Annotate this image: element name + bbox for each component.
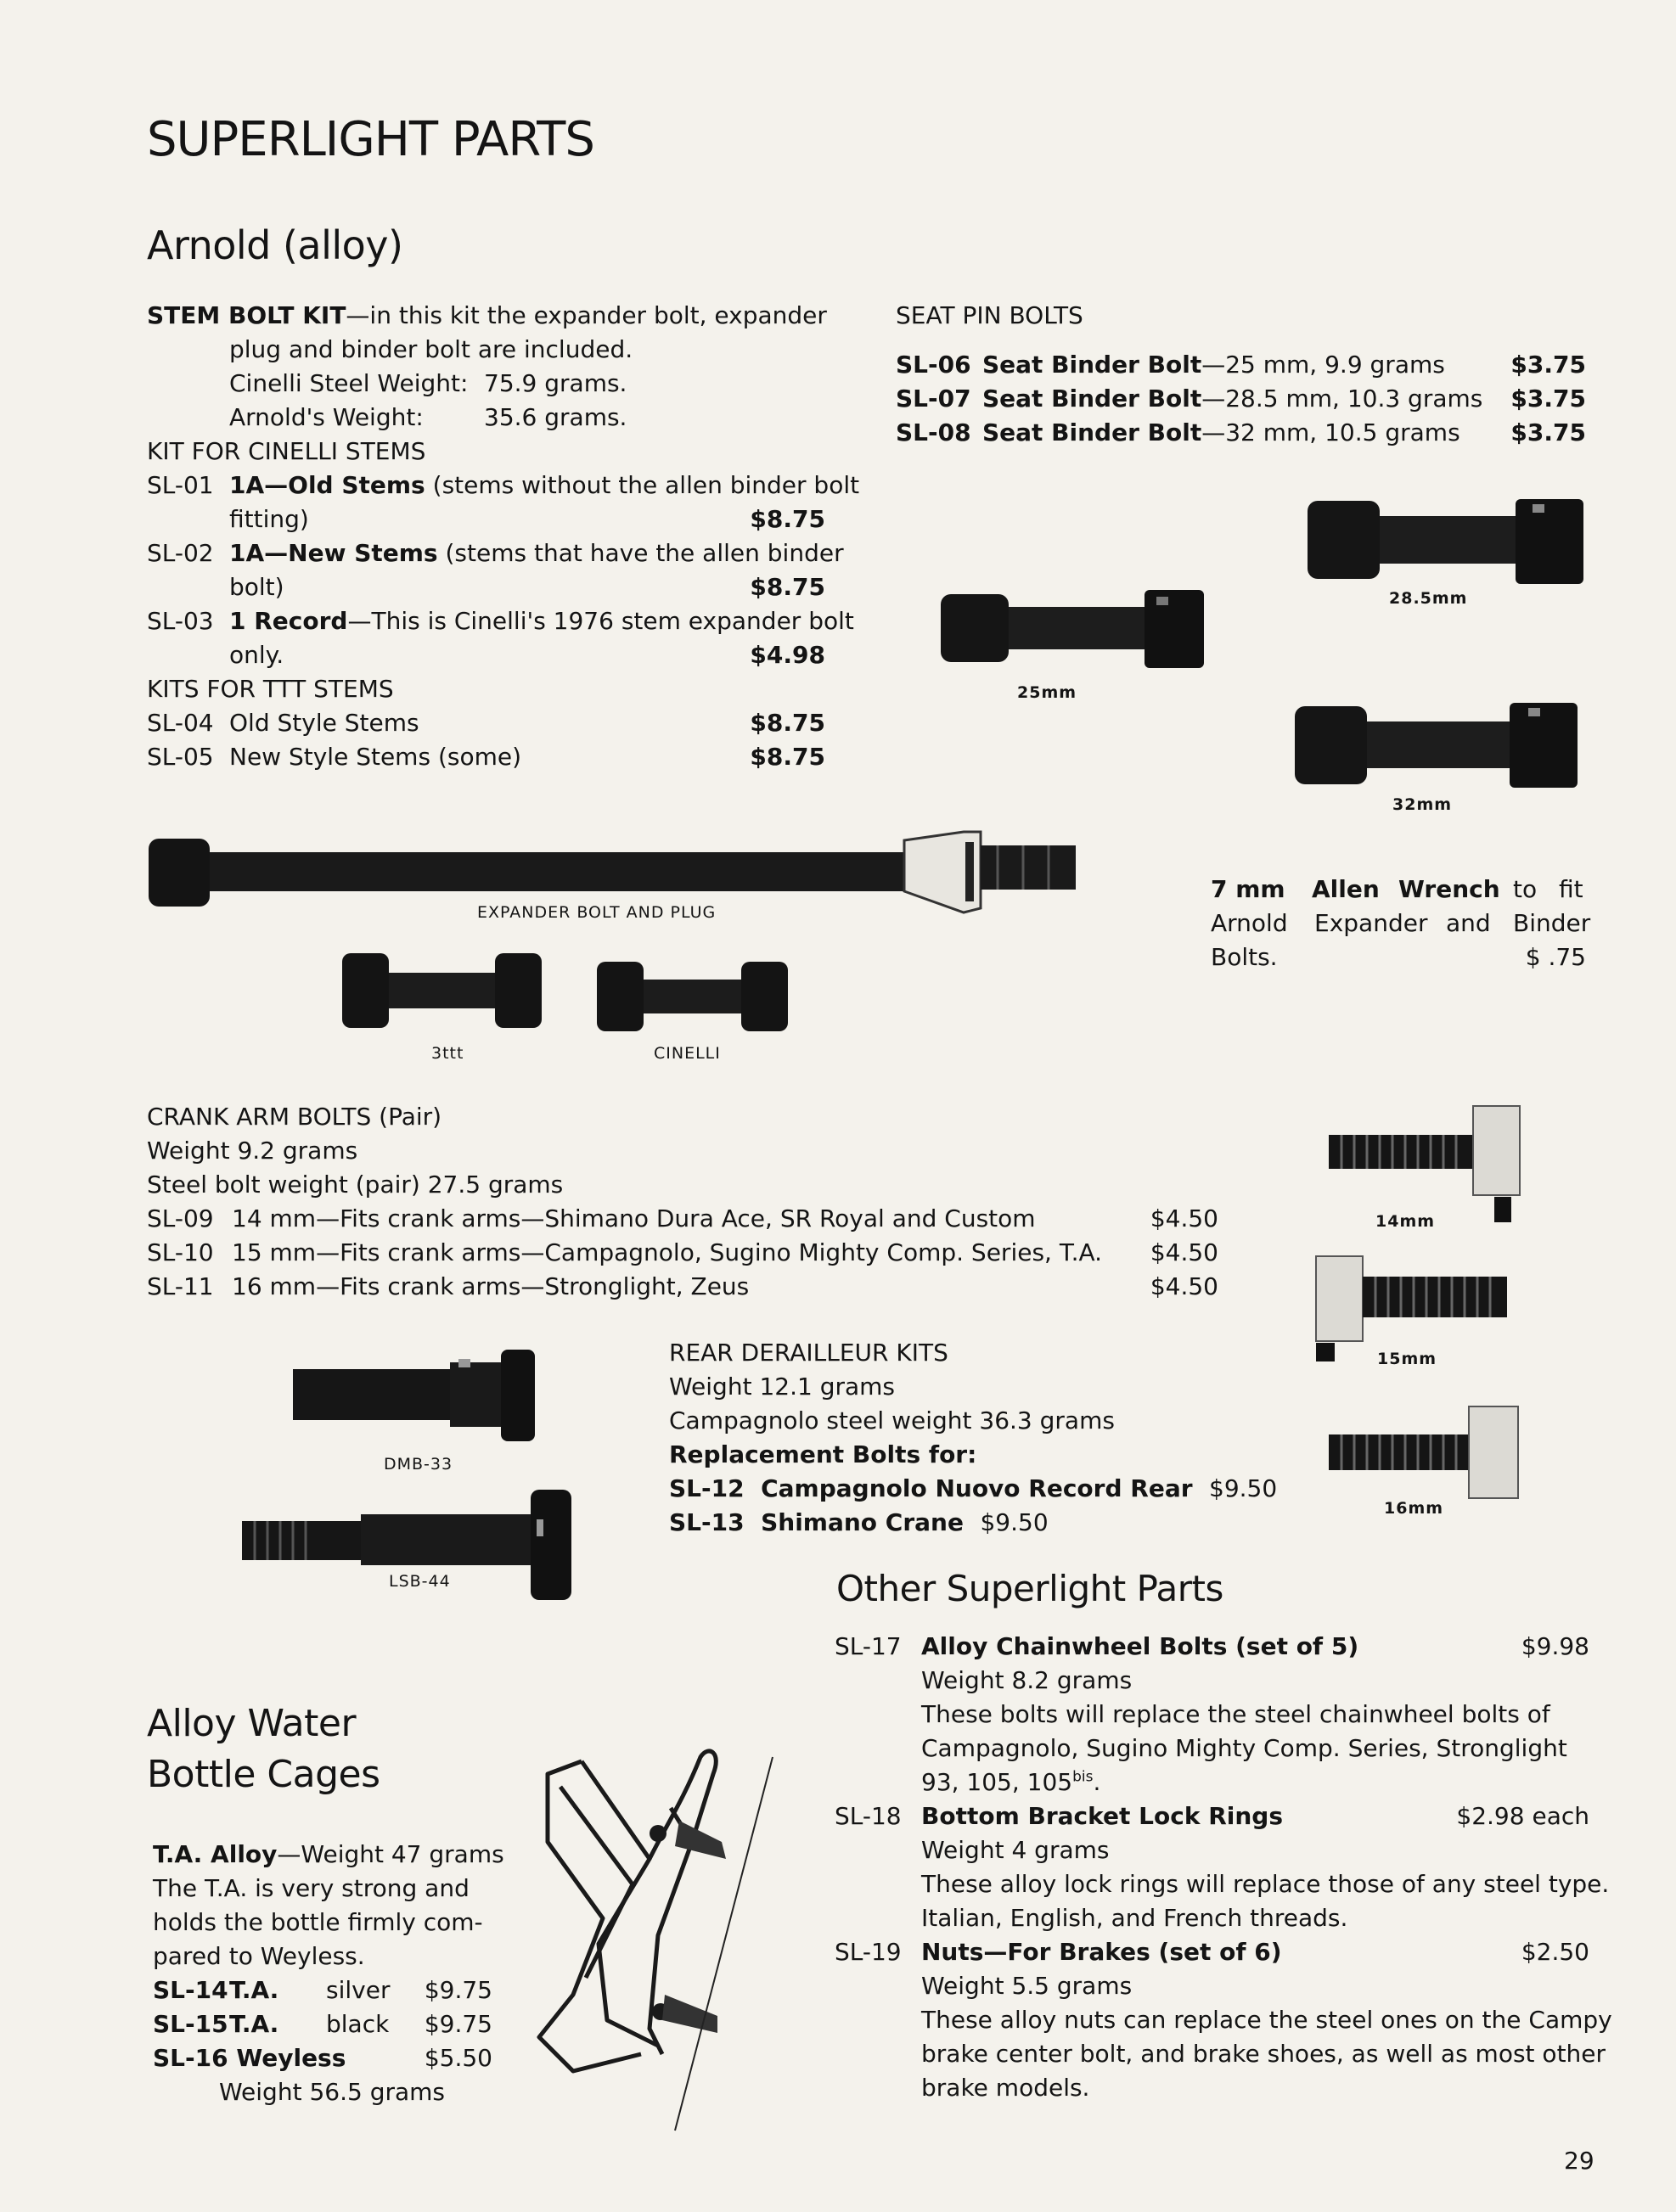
label-3ttt: 3ttt: [431, 1044, 464, 1063]
stem-kit-desc: —in this kit the expander bolt, expander: [346, 301, 827, 329]
seat-bolt-25mm-image: [934, 581, 1214, 683]
sl09-code: SL-09: [147, 1204, 214, 1232]
page-title: SUPERLIGHT PARTS: [147, 112, 594, 167]
seat-pin-heading: SEAT PIN BOLTS: [896, 301, 1083, 329]
sl19-code: SL-19: [835, 1938, 902, 1966]
wrench-w2: Allen: [1312, 875, 1380, 903]
sl15-price: $9.75: [424, 2010, 492, 2038]
sl17-price: $9.98: [1521, 1632, 1589, 1660]
sl18-name: Bottom Bracket Lock Rings: [921, 1802, 1283, 1830]
stem-kit-name: STEM BOLT KIT: [147, 301, 346, 329]
steel-weight-value: 75.9 grams.: [484, 369, 627, 397]
ta-name: T.A. Alloy: [153, 1840, 278, 1868]
ttt-kit-heading: KITS FOR TTT STEMS: [147, 675, 394, 703]
cages-desc3: pared to Weyless.: [153, 1942, 365, 1970]
sl19-desc1: These alloy nuts can replace the steel ones on the Campy: [921, 2006, 1612, 2034]
wrench-w10: Bolts.: [1211, 943, 1278, 971]
label-28-5mm: 28.5mm: [1389, 589, 1468, 608]
sl19-desc2: brake center bolt, and brake shoes, as well as most other: [921, 2040, 1606, 2068]
sl16-code: SL-16: [153, 2044, 228, 2072]
sl16-price: $5.50: [424, 2044, 492, 2072]
sl12-name: Campagnolo Nuovo Record Rear: [761, 1474, 1193, 1502]
sl07-desc: —28.5 mm, 10.3 grams: [1201, 385, 1483, 413]
sl17-name: Alloy Chainwheel Bolts (set of 5): [921, 1632, 1359, 1660]
sl14-code: SL-14: [153, 1976, 228, 2004]
label-dmb33: DMB-33: [384, 1455, 453, 1474]
sl17-desc2: Campagnolo, Sugino Mighty Comp. Series, Stronglight: [921, 1734, 1567, 1762]
cages-desc1: The T.A. is very strong and: [153, 1874, 470, 1902]
sl13-price: $9.50: [980, 1508, 1049, 1536]
sl05-name: New Style Stems (some): [229, 743, 522, 771]
binder-bolt-3ttt-image: [338, 949, 546, 1034]
sl03-name: 1 Record: [229, 607, 348, 635]
sl03-desc2: only.: [229, 641, 284, 669]
sl04-price: $8.75: [750, 709, 825, 737]
sl14-name: T.A.: [229, 1976, 279, 2004]
derailleur-steel-weight: Campagnolo steel weight 36.3 grams: [669, 1406, 1115, 1434]
cages-heading-line2: Bottle Cages: [147, 1753, 380, 1796]
stem-kit-desc2: plug and binder bolt are included.: [229, 335, 633, 363]
crank-heading: CRANK ARM BOLTS (Pair): [147, 1103, 442, 1131]
sl02-code: SL-02: [147, 539, 214, 567]
sl10-price: $4.50: [1150, 1238, 1218, 1266]
label-14mm: 14mm: [1375, 1212, 1436, 1231]
arnold-heading: Arnold (alloy): [147, 222, 403, 268]
sl08-price: $3.75: [1510, 418, 1586, 446]
sl06-price: $3.75: [1510, 351, 1586, 379]
sl04-code: SL-04: [147, 709, 214, 737]
sl15-color: black: [326, 2010, 390, 2038]
sl17-code: SL-17: [835, 1632, 902, 1660]
crank-bolt-14mm-image: [1324, 1099, 1528, 1227]
steel-weight-label: Cinelli Steel Weight:: [229, 369, 469, 397]
sl01-desc: (stems without the allen binder bolt: [432, 471, 860, 499]
sl15-name: T.A.: [229, 2010, 279, 2038]
sl03-code: SL-03: [147, 607, 214, 635]
label-32mm: 32mm: [1392, 795, 1453, 814]
cages-desc2: holds the bottle firmly com-: [153, 1908, 483, 1936]
sl03-desc: —This is Cinelli's 1976 stem expander bolt: [347, 607, 854, 635]
sl01-price: $8.75: [750, 505, 825, 533]
derailleur-heading: REAR DERAILLEUR KITS: [669, 1339, 948, 1367]
derailleur-bolt-dmb33-image: [289, 1345, 543, 1447]
expander-label: EXPANDER BOLT AND PLUG: [477, 903, 717, 922]
sl17-weight: Weight 8.2 grams: [921, 1666, 1133, 1694]
label-cinelli: CINELLI: [654, 1044, 721, 1063]
sl13-code: SL-13: [669, 1508, 745, 1536]
wrench-w8: and: [1446, 909, 1491, 937]
crank-weight: Weight 9.2 grams: [147, 1137, 358, 1165]
sl02-price: $8.75: [750, 573, 825, 601]
sl19-name: Nuts—For Brakes (set of 6): [921, 1938, 1282, 1966]
sl11-desc: 16 mm—Fits crank arms—Stronglight, Zeus: [232, 1272, 750, 1300]
sl07-code: SL-07: [896, 385, 971, 413]
label-lsb44: LSB-44: [389, 1572, 451, 1591]
sl01-desc2: fitting): [229, 505, 309, 533]
sl17-desc3-end: .: [1093, 1768, 1101, 1796]
sl19-desc3: brake models.: [921, 2074, 1090, 2102]
sl17-desc3-sup: bis: [1072, 1768, 1094, 1786]
sl18-code: SL-18: [835, 1802, 902, 1830]
crank-bolt-16mm-image: [1324, 1396, 1528, 1507]
weyless-weight: Weight 56.5 grams: [219, 2078, 445, 2106]
sl10-desc: 15 mm—Fits crank arms—Campagnolo, Sugino Mighty Comp. Series, T.A.: [232, 1238, 1103, 1266]
sl08-name: Seat Binder Bolt: [982, 418, 1202, 446]
arnold-weight-value: 35.6 grams.: [484, 403, 627, 431]
sl10-code: SL-10: [147, 1238, 214, 1266]
sl06-desc: —25 mm, 9.9 grams: [1201, 351, 1445, 379]
sl02-name: 1A—New Stems: [229, 539, 438, 567]
sl09-desc: 14 mm—Fits crank arms—Shimano Dura Ace, SR Royal and Custom: [232, 1204, 1036, 1232]
sl02-desc2: bolt): [229, 573, 284, 601]
crank-bolt-15mm-image: [1312, 1248, 1516, 1367]
sl15-code: SL-15: [153, 2010, 228, 2038]
sl01-code: SL-01: [147, 471, 214, 499]
crank-steel-weight: Steel bolt weight (pair) 27.5 grams: [147, 1171, 564, 1199]
label-16mm: 16mm: [1384, 1499, 1444, 1518]
sl01-name: 1A—Old Stems: [229, 471, 425, 499]
cinelli-kit-heading: KIT FOR CINELLI STEMS: [147, 437, 426, 465]
label-25mm: 25mm: [1017, 683, 1077, 702]
seat-bolt-32mm-image: [1291, 696, 1583, 798]
sl12-price: $9.50: [1209, 1474, 1278, 1502]
derailleur-weight: Weight 12.1 grams: [669, 1373, 895, 1401]
sl18-desc1: These alloy lock rings will replace those of any steel type.: [921, 1870, 1610, 1898]
sl18-price: $2.98 each: [1456, 1802, 1589, 1830]
ta-weight: —Weight 47 grams: [277, 1840, 504, 1868]
sl08-code: SL-08: [896, 418, 971, 446]
sl02-desc: (stems that have the allen binder: [445, 539, 844, 567]
sl06-code: SL-06: [896, 351, 971, 379]
page-number: 29: [1564, 2147, 1594, 2175]
sl04-name: Old Style Stems: [229, 709, 419, 737]
wrench-w5: fit: [1559, 875, 1583, 903]
sl07-price: $3.75: [1510, 385, 1586, 413]
bottle-cage-illustration: [522, 1740, 802, 2139]
sl14-price: $9.75: [424, 1976, 492, 2004]
sl12-code: SL-12: [669, 1474, 745, 1502]
seat-bolt-28-5mm-image: [1303, 492, 1592, 590]
wrench-w4: to: [1513, 875, 1538, 903]
sl11-code: SL-11: [147, 1272, 214, 1300]
sl09-price: $4.50: [1150, 1204, 1218, 1232]
label-15mm: 15mm: [1377, 1350, 1437, 1368]
sl16-name: Weyless: [236, 2044, 346, 2072]
sl18-desc2: Italian, English, and French threads.: [921, 1904, 1348, 1932]
sl13-name: Shimano Crane: [761, 1508, 964, 1536]
sl05-code: SL-05: [147, 743, 214, 771]
sl17-desc1: These bolts will replace the steel chainwheel bolts of: [921, 1700, 1550, 1728]
sl06-name: Seat Binder Bolt: [982, 351, 1202, 379]
sl19-weight: Weight 5.5 grams: [921, 1972, 1133, 2000]
sl14-color: silver: [326, 1976, 391, 2004]
replacement-heading: Replacement Bolts for:: [669, 1440, 977, 1468]
wrench-w1: 7 mm: [1211, 875, 1285, 903]
sl05-price: $8.75: [750, 743, 825, 771]
wrench-w7: Expander: [1314, 909, 1428, 937]
binder-bolt-cinelli-image: [593, 957, 792, 1038]
wrench-w3: Wrench: [1398, 875, 1500, 903]
cages-heading-line1: Alloy Water: [147, 1702, 357, 1745]
sl11-price: $4.50: [1150, 1272, 1218, 1300]
wrench-price: $ .75: [1525, 943, 1586, 971]
sl03-price: $4.98: [750, 641, 825, 669]
sl07-name: Seat Binder Bolt: [982, 385, 1202, 413]
sl19-price: $2.50: [1521, 1938, 1589, 1966]
sl17-desc3: 93, 105, 105: [921, 1768, 1073, 1796]
wrench-w6: Arnold: [1211, 909, 1288, 937]
other-parts-heading: Other Superlight Parts: [836, 1568, 1223, 1609]
sl08-desc: —32 mm, 10.5 grams: [1201, 418, 1460, 446]
sl18-weight: Weight 4 grams: [921, 1836, 1110, 1864]
arnold-weight-label: Arnold's Weight:: [229, 403, 424, 431]
wrench-w9: Binder: [1513, 909, 1591, 937]
